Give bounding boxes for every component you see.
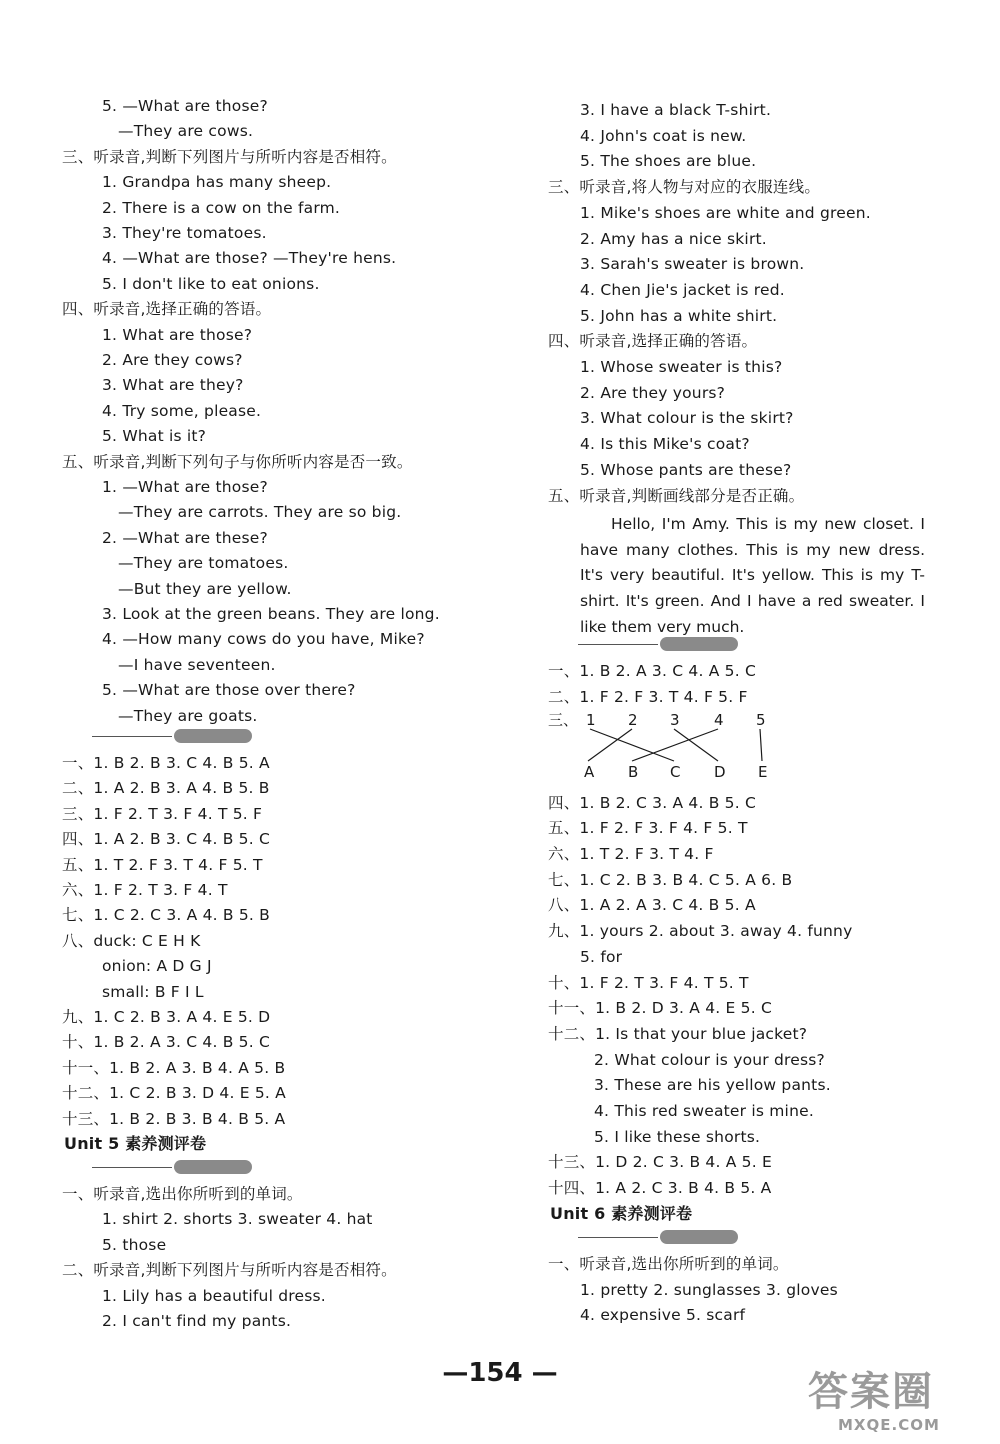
text-line: 4. —What are those? —They're hens.: [102, 249, 397, 268]
text-line: —They are carrots. They are so big.: [118, 503, 402, 522]
text-line: 八、duck: C E H K: [62, 931, 201, 950]
text-line: 一、1. B 2. B 3. C 4. B 5. A: [62, 754, 270, 772]
text-line: 十二、1. Is that your blue jacket?: [548, 1024, 808, 1043]
text-line: 5. —What are those?: [102, 97, 268, 115]
text-line: 十一、1. B 2. D 3. A 4. E 5. C: [548, 999, 772, 1018]
text-line: 四、1. B 2. C 3. A 4. B 5. C: [548, 793, 757, 812]
match-link: [632, 729, 718, 761]
text-line: 七、1. C 2. C 3. A 4. B 5. B: [62, 906, 271, 925]
text-line: 三、听录音,判断下列图片与所听内容是否相符。: [62, 147, 397, 166]
text-line: 七、1. C 2. B 3. B 4. C 5. A 6. B: [548, 870, 793, 889]
text-line: small: B F I L: [102, 982, 204, 1001]
match-link: [674, 729, 718, 761]
page-number: —154 —: [442, 1358, 558, 1388]
text-line: 3. I have a black T-shirt.: [580, 101, 772, 119]
match-bottom-label: E: [758, 762, 768, 781]
text-line: 十三、1. B 2. B 3. B 4. B 5. A: [62, 1109, 286, 1128]
text-line: 2. What colour is your dress?: [594, 1050, 825, 1069]
text-line: 一、听录音,选出你所听到的单词。: [548, 1254, 789, 1273]
text-line: 1. shirt 2. shorts 3. sweater 4. hat: [102, 1210, 373, 1229]
text-line: 九、1. yours 2. about 3. away 4. funny: [548, 922, 853, 941]
match-bottom-label: D: [714, 762, 726, 781]
watermark-text: 答案圈: [808, 1369, 934, 1415]
text-line: 三、1. F 2. T 3. F 4. T 5. F: [62, 804, 263, 823]
divider-rule: [578, 1237, 658, 1238]
watermark-logo: [808, 1360, 988, 1438]
unit-title: Unit 5 素养测评卷: [64, 1134, 207, 1153]
text-line: 4. —How many cows do you have, Mike?: [102, 630, 425, 649]
match-link: [590, 729, 674, 761]
divider-rule: [92, 736, 172, 737]
text-line: 3. What are they?: [102, 376, 244, 395]
text-line: 二、1. A 2. B 3. A 4. B 5. B: [62, 779, 270, 798]
text-line: 3. Look at the green beans. They are long.: [102, 605, 440, 623]
text-line: 1. Lily has a beautiful dress.: [102, 1286, 326, 1305]
text-line: onion: A D G J: [102, 957, 212, 976]
text-line: 1. Whose sweater is this?: [580, 358, 783, 376]
text-line: 5. Whose pants are these?: [580, 460, 792, 479]
section-divider: [578, 1230, 748, 1244]
text-line: 2. —What are these?: [102, 528, 268, 547]
match-top-label: 4: [714, 710, 724, 729]
divider-rule: [92, 1167, 172, 1168]
text-line: 4. Try some, please.: [102, 401, 262, 420]
text-line: 十四、1. A 2. C 3. B 4. B 5. A: [548, 1179, 772, 1198]
divider-rule: [578, 644, 658, 645]
text-line: 5. The shoes are blue.: [580, 152, 757, 171]
text-line: 5. —What are those over there?: [102, 681, 356, 700]
text-line: 五、听录音,判断画线部分是否正确。: [548, 486, 805, 505]
text-line: 5. I like these shorts.: [594, 1127, 761, 1146]
text-line: 5. those: [102, 1235, 167, 1254]
text-line: —But they are yellow.: [118, 579, 292, 598]
divider-badge: [174, 1160, 252, 1174]
match-link: [588, 729, 632, 761]
text-line: 5. John has a white shirt.: [580, 306, 778, 325]
text-line: 2. Amy has a nice skirt.: [580, 229, 767, 248]
text-line: 八、1. A 2. A 3. C 4. B 5. A: [548, 896, 756, 915]
text-line: 二、1. F 2. F 3. T 4. F 5. F: [548, 687, 748, 706]
text-line: 2. There is a cow on the farm.: [102, 198, 341, 217]
match-top-label: 5: [756, 710, 766, 729]
text-line: 十一、1. B 2. A 3. B 4. A 5. B: [62, 1058, 286, 1077]
text-line: 四、听录音,选择正确的答语。: [548, 332, 758, 351]
text-line: 六、1. F 2. T 3. F 4. T: [62, 881, 228, 899]
text-line: 一、1. B 2. A 3. C 4. A 5. C: [548, 662, 756, 681]
text-line: 五、听录音,判断下列句子与你所听内容是否一致。: [62, 452, 413, 471]
text-line: 4. This red sweater is mine.: [594, 1102, 814, 1120]
text-line: 4. John's coat is new.: [580, 126, 747, 145]
matching-diagram: [548, 709, 808, 781]
text-line: —They are goats.: [118, 706, 258, 725]
text-line: 5. What is it?: [102, 427, 207, 446]
text-line: 1. Grandpa has many sheep.: [102, 173, 332, 192]
text-line: 1. pretty 2. sunglasses 3. gloves: [580, 1280, 838, 1299]
match-top-label: 1: [586, 710, 596, 729]
text-line: 5. I don't like to eat onions.: [102, 274, 320, 293]
text-line: 十、1. F 2. T 3. F 4. T 5. T: [548, 973, 749, 992]
text-line: 2. Are they yours?: [580, 383, 726, 402]
match-bottom-label: C: [670, 762, 681, 781]
text-line: 1. Mike's shoes are white and green.: [580, 203, 871, 222]
match-bottom-label: B: [628, 762, 639, 781]
text-line: —They are cows.: [118, 122, 254, 141]
text-line: 一、听录音,选出你所听到的单词。: [62, 1185, 303, 1203]
text-line: 5. for: [580, 947, 623, 966]
text-line: 1. What are those?: [102, 325, 253, 344]
text-line: 五、1. T 2. F 3. T 4. F 5. T: [62, 855, 263, 874]
text-line: 三、听录音,将人物与对应的衣服连线。: [548, 178, 821, 197]
text-line: 九、1. C 2. B 3. A 4. E 5. D: [62, 1008, 271, 1026]
text-line: 3. They're tomatoes.: [102, 224, 267, 242]
watermark-url: MXQE.COM: [838, 1416, 940, 1434]
match-bottom-label: A: [584, 762, 595, 781]
section-divider: [92, 1160, 262, 1174]
text-line: 十、1. B 2. A 3. C 4. B 5. C: [62, 1033, 271, 1052]
text-line: 2. I can't find my pants.: [102, 1312, 292, 1330]
text-line: 2. Are they cows?: [102, 351, 243, 369]
match-top-label: 2: [628, 710, 638, 729]
text-line: 3. Sarah's sweater is brown.: [580, 255, 805, 274]
text-line: 4. Chen Jie's jacket is red.: [580, 280, 785, 299]
text-line: 十二、1. C 2. B 3. D 4. E 5. A: [62, 1084, 286, 1103]
match-prefix: 三、: [548, 710, 579, 729]
text-line: 五、1. F 2. F 3. F 4. F 5. T: [548, 819, 748, 838]
text-line: 3. These are his yellow pants.: [594, 1076, 831, 1095]
text-line: —They are tomatoes.: [118, 554, 289, 573]
text-line: 十三、1. D 2. C 3. B 4. A 5. E: [548, 1153, 772, 1172]
text-line: 4. Is this Mike's coat?: [580, 435, 750, 454]
text-line: 六、1. T 2. F 3. T 4. F: [548, 845, 714, 863]
match-link: [760, 729, 762, 761]
match-top-label: 3: [670, 710, 680, 729]
passage-paragraph: Hello, I'm Amy. This is my new closet. I have many clothes. This is my new dress. It's very beautiful. It's yellow. This is my T-shirt. It's green. And I have a red sweater. I like them very much.: [580, 515, 925, 636]
section-divider: [92, 729, 262, 743]
text-line: 四、1. A 2. B 3. C 4. B 5. C: [62, 830, 271, 849]
divider-badge: [660, 637, 738, 651]
text-line: 四、听录音,选择正确的答语。: [62, 300, 272, 319]
text-line: —I have seventeen.: [118, 655, 276, 674]
divider-badge: [174, 729, 252, 743]
text-line: 1. —What are those?: [102, 478, 268, 496]
unit-title: Unit 6 素养测评卷: [550, 1203, 693, 1223]
section-divider: [578, 637, 748, 651]
divider-badge: [660, 1230, 738, 1244]
text-line: 3. What colour is the skirt?: [580, 409, 794, 428]
text-line: 4. expensive 5. scarf: [580, 1306, 746, 1325]
text-line: 二、听录音,判断下列图片与所听内容是否相符。: [62, 1261, 397, 1280]
